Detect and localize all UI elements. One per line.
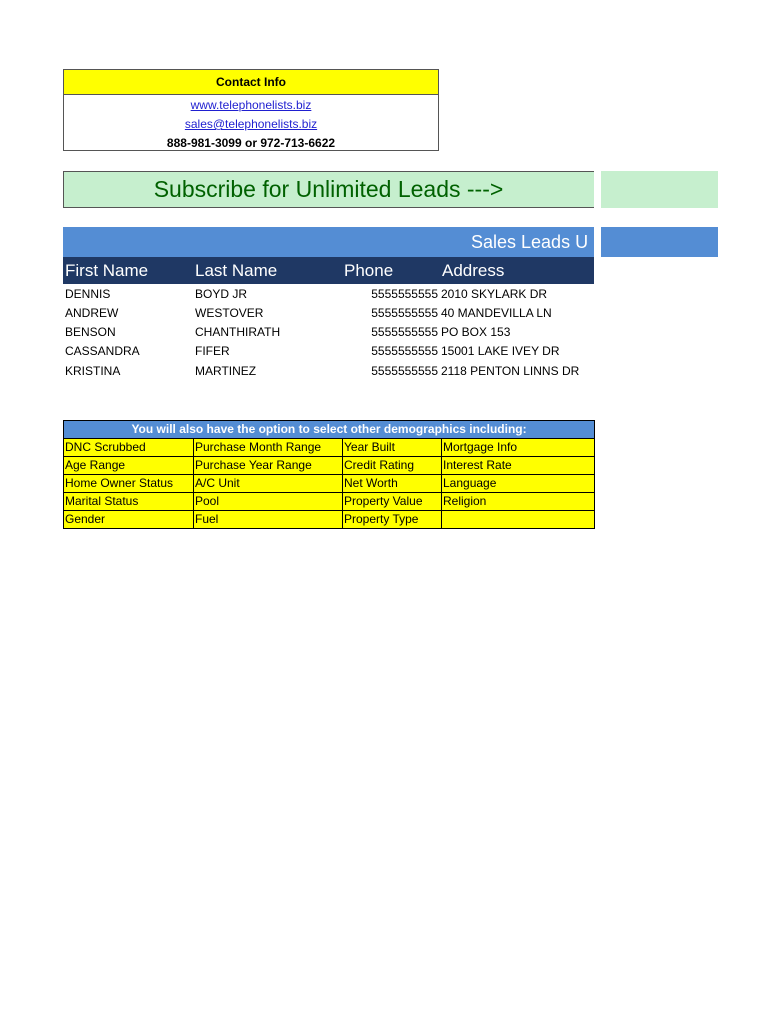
lead-row: [63, 323, 594, 342]
table-row: [64, 475, 595, 493]
lead-address: 2010 SKYLARK DR: [441, 287, 548, 301]
website-link[interactable]: www.telephonelists.biz: [190, 98, 312, 112]
lead-row: [63, 342, 594, 361]
table-cell: [442, 511, 595, 529]
website-line: [64, 96, 438, 115]
table-cell: Purchase Year Range: [194, 457, 343, 475]
lead-row: [63, 285, 594, 304]
sales-leads-bar: [63, 227, 718, 257]
table-cell: Year Built: [343, 439, 442, 457]
leads-column-header: [63, 257, 594, 284]
lead-address: 2118 PENTON LINNS DR: [441, 364, 580, 378]
lead-first-name: CASSANDRA: [65, 344, 140, 358]
contact-title: Contact Info: [64, 70, 438, 95]
table-row: [64, 493, 595, 511]
table-cell: Pool: [194, 493, 343, 511]
table-cell: Property Type: [343, 511, 442, 529]
table-row: [64, 457, 595, 475]
lead-address: 40 MANDEVILLA LN: [441, 306, 552, 320]
table-cell: Age Range: [64, 457, 194, 475]
demographics-title: You will also have the option to select other demographics including:: [64, 421, 595, 439]
table-cell: Purchase Month Range: [194, 439, 343, 457]
demographics-title-row: [64, 421, 595, 439]
column-first-name: First Name: [65, 261, 149, 280]
lead-first-name: ANDREW: [65, 306, 119, 320]
lead-last-name: CHANTHIRATH: [195, 325, 281, 339]
table-cell: Marital Status: [64, 493, 194, 511]
sales-leads-title: Sales Leads U: [471, 232, 589, 252]
table-cell: Credit Rating: [343, 457, 442, 475]
column-address: Address: [442, 261, 505, 280]
lead-last-name: BOYD JR: [195, 287, 248, 301]
lead-last-name: MARTINEZ: [195, 364, 257, 378]
table-cell: Net Worth: [343, 475, 442, 493]
demographics-table: [63, 420, 595, 529]
column-phone: Phone: [344, 261, 394, 280]
email-link[interactable]: sales@telephonelists.biz: [184, 117, 318, 131]
table-row: [64, 439, 595, 457]
table-cell: Language: [442, 475, 595, 493]
table-cell: Gender: [64, 511, 194, 529]
table-cell: DNC Scrubbed: [64, 439, 194, 457]
column-gap: [594, 171, 601, 208]
table-cell: Fuel: [194, 511, 343, 529]
lead-phone: 5555555555: [371, 306, 438, 320]
lead-first-name: BENSON: [65, 325, 116, 339]
lead-last-name: FIFER: [195, 344, 230, 358]
lead-phone: 5555555555: [371, 344, 438, 358]
lead-address: 15001 LAKE IVEY DR: [441, 344, 560, 358]
contact-info-box: [63, 69, 439, 151]
table-row: [64, 511, 595, 529]
column-last-name: Last Name: [195, 261, 278, 280]
email-line: [64, 115, 438, 134]
lead-phone: 5555555555: [371, 287, 438, 301]
lead-phone: 5555555555: [371, 325, 438, 339]
column-gap: [594, 227, 601, 257]
table-cell: A/C Unit: [194, 475, 343, 493]
table-cell: Mortgage Info: [442, 439, 595, 457]
subscribe-banner[interactable]: Subscribe for Unlimited Leads --->: [153, 176, 504, 202]
table-cell: Property Value: [343, 493, 442, 511]
lead-phone: 5555555555: [371, 364, 438, 378]
lead-row: [63, 362, 594, 381]
lead-row: [63, 304, 594, 323]
lead-first-name: KRISTINA: [65, 364, 121, 378]
lead-address: PO BOX 153: [441, 325, 511, 339]
lead-first-name: DENNIS: [65, 287, 111, 301]
table-cell: Home Owner Status: [64, 475, 194, 493]
table-cell: Religion: [442, 493, 595, 511]
lead-last-name: WESTOVER: [195, 306, 264, 320]
contact-phone: 888-981-3099 or 972-713-6622: [166, 136, 336, 150]
table-cell: Interest Rate: [442, 457, 595, 475]
